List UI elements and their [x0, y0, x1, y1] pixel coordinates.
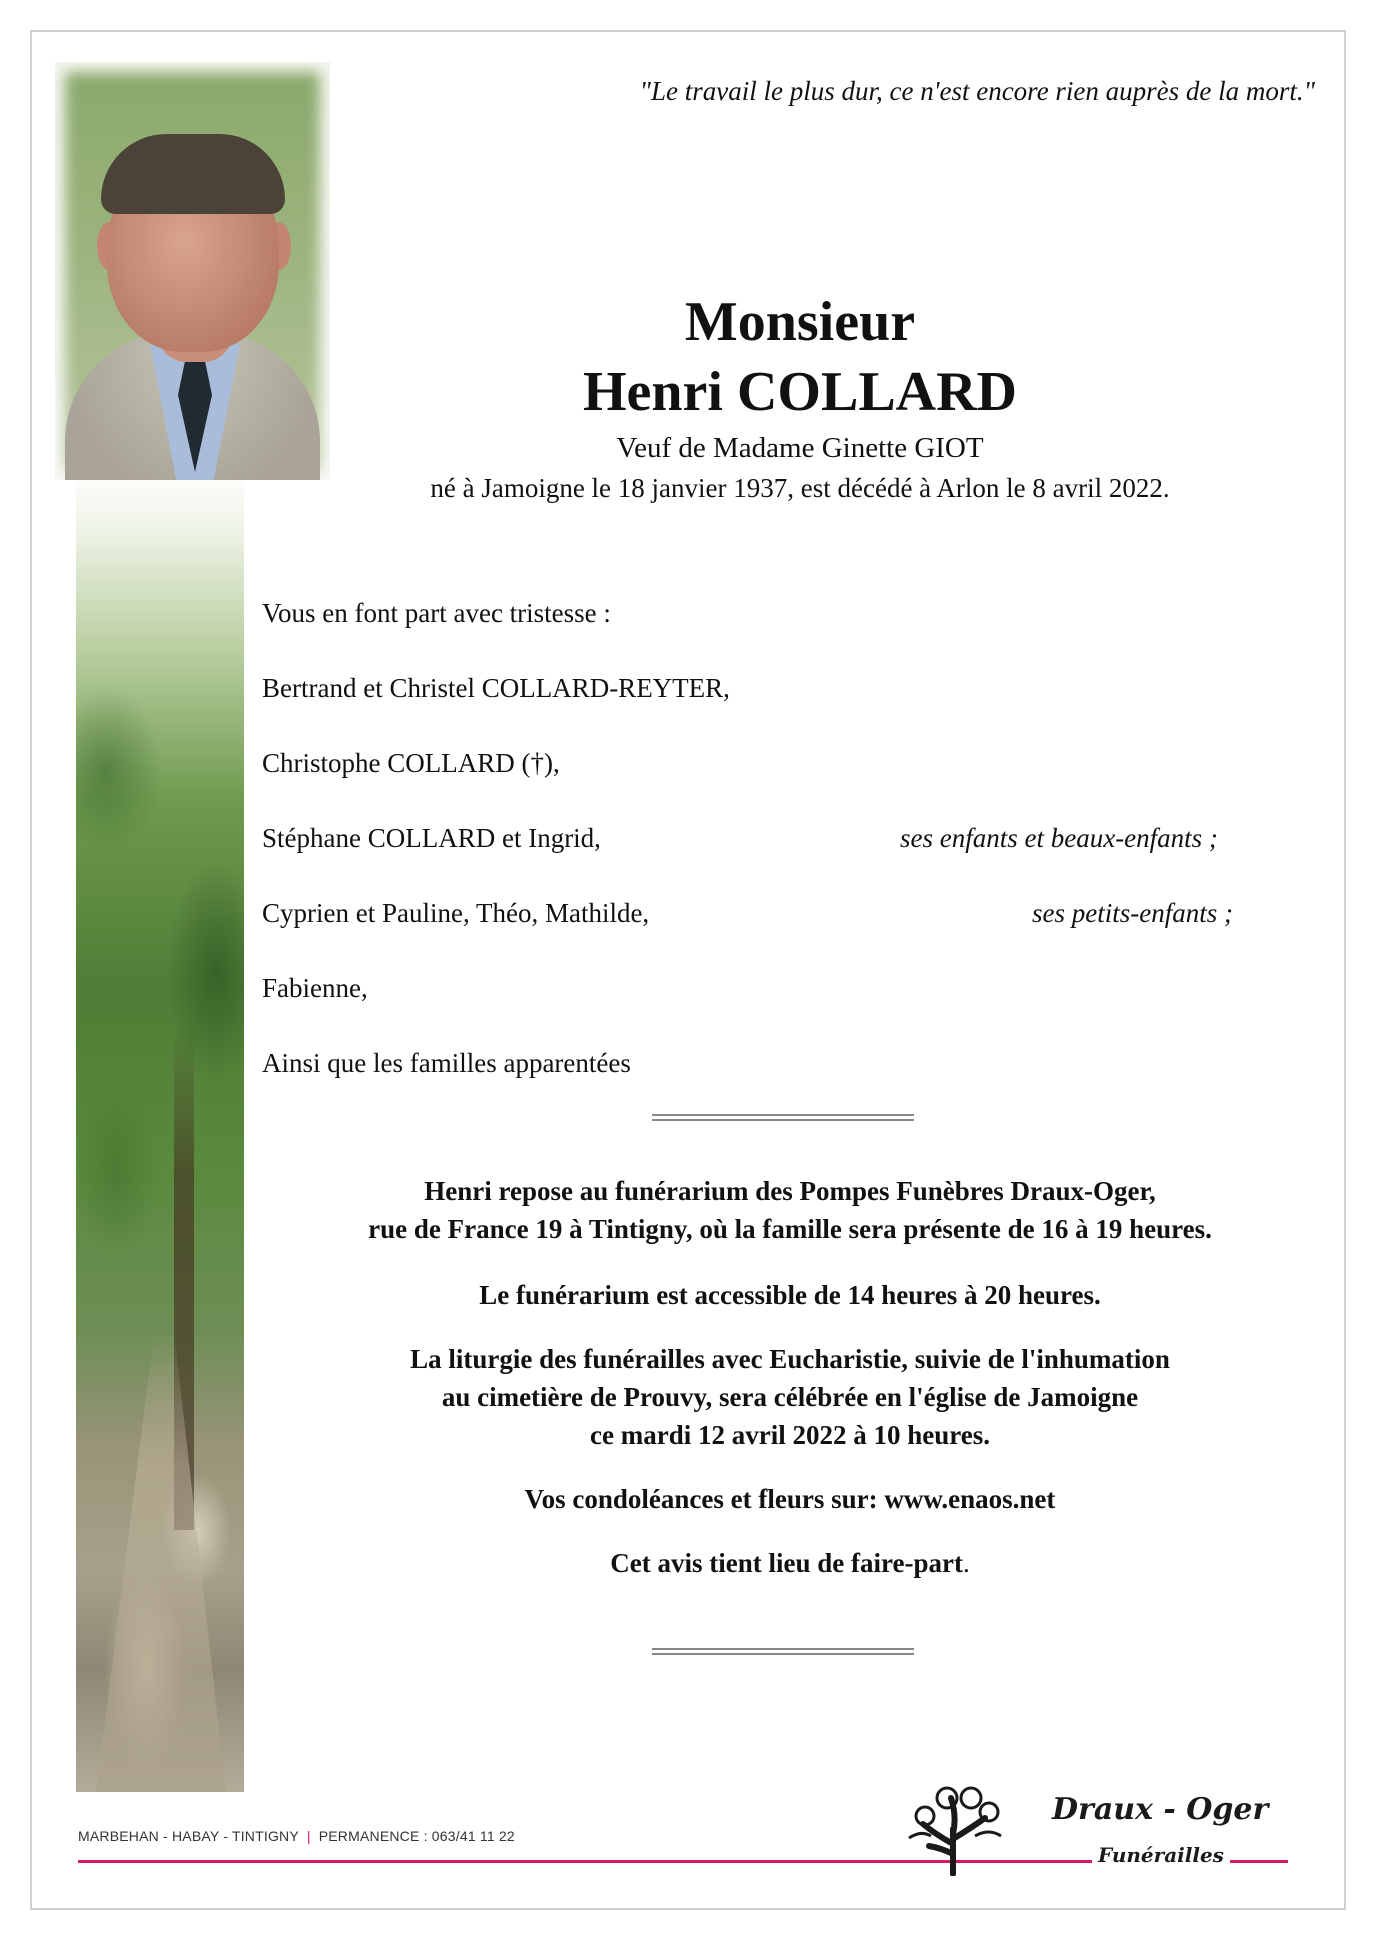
- notice-line: Cet avis tient lieu de faire-part: [610, 1548, 963, 1578]
- brand-name: Draux - Oger: [1052, 1792, 1269, 1827]
- family-row: Stéphane COLLARD et Ingrid,: [262, 823, 601, 853]
- family-row: Cyprien et Pauline, Théo, Mathilde,: [262, 898, 650, 928]
- access-info: [250, 1276, 1330, 1314]
- birth-death-line: né à Jamoigne le 18 janvier 1937, est décédé à Arlon le 8 avril 2022.: [430, 473, 1170, 503]
- divider-top: [652, 1114, 914, 1121]
- portrait-photo: [55, 62, 330, 480]
- notice-info: [250, 1544, 1330, 1582]
- footer-permanence: PERMANENCE : 063/41 11 22: [318, 1828, 515, 1844]
- tree-icon: [905, 1784, 1005, 1876]
- family-row: Bertrand et Christel COLLARD-REYTER,: [262, 673, 730, 703]
- liturgy-line: La liturgie des funérailles avec Eucharistie, suivie de l'inhumation: [410, 1344, 1170, 1374]
- divider-bottom: [652, 1648, 914, 1655]
- funerarium-line: rue de France 19 à Tintigny, où la famille sera présente de 16 à 19 heures.: [368, 1214, 1212, 1244]
- liturgy-line: au cimetière de Prouvy, sera célébrée en l'église de Jamoigne: [441, 1382, 1139, 1412]
- footer-contact: [78, 1828, 515, 1844]
- spouse-line: Veuf de Madame Ginette GIOT: [616, 432, 984, 464]
- family-row: Ainsi que les familles apparentées: [262, 1048, 631, 1078]
- portrait-hair: [101, 134, 285, 214]
- relation-children: ses enfants et beaux-enfants ;: [900, 823, 1218, 853]
- condolences-line: Vos condoléances et fleurs sur: www.enaos.net: [524, 1484, 1056, 1514]
- funerarium-line: Henri repose au funérarium des Pompes Funèbres Draux-Oger,: [424, 1176, 1156, 1206]
- forest-path-image: [76, 470, 244, 1792]
- deceased-name: Henri COLLARD: [583, 361, 1017, 423]
- liturgy-info: [250, 1340, 1330, 1454]
- footer-locations: MARBEHAN - HABAY - TINTIGNY: [78, 1828, 299, 1844]
- condolences-info: [250, 1480, 1330, 1518]
- family-row: Fabienne,: [262, 973, 368, 1003]
- footer-separator: |: [306, 1828, 311, 1844]
- notice-period: .: [962, 1548, 970, 1578]
- brand-subtitle: Funérailles: [1092, 1843, 1230, 1867]
- access-line: Le funérarium est accessible de 14 heures à 20 heures.: [479, 1280, 1101, 1310]
- epitaph-quote: "Le travail le plus dur, ce n'est encore rien auprès de la mort.": [639, 76, 1315, 106]
- liturgy-line: ce mardi 12 avril 2022 à 10 heures.: [590, 1420, 990, 1450]
- family-intro: Vous en font part avec tristesse :: [262, 598, 611, 628]
- honorific: Monsieur: [684, 291, 916, 353]
- funerarium-info: [250, 1172, 1330, 1248]
- relation-grandchildren: ses petits-enfants ;: [1032, 898, 1233, 928]
- family-row: Christophe COLLARD (†),: [262, 748, 560, 778]
